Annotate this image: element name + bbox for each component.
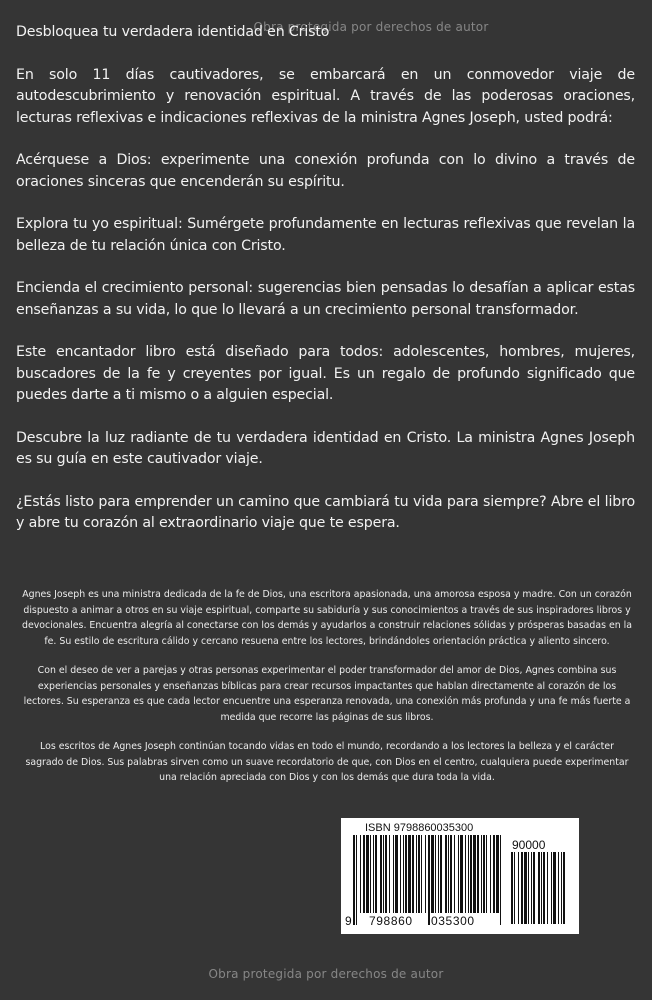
barcode-bar: [393, 835, 394, 913]
barcode-bar: [448, 835, 449, 913]
barcode-bar: [563, 852, 565, 924]
barcode-bar: [547, 852, 548, 924]
barcode-digits-right: 035300: [431, 914, 475, 928]
barcode-bar: [500, 835, 501, 925]
author-bio: [20, 587, 634, 800]
description-paragraph: Encienda el crecimiento personal: sugerencias bien pensadas lo desafían a aplicar estas enseñanzas a su vida, lo que lo llevará a un crecimiento personal transformador.: [16, 280, 635, 318]
watermark-top: Obra protegida por derechos de autor: [253, 20, 489, 34]
barcode-bar: [373, 835, 374, 913]
barcode-bar: [421, 835, 422, 913]
barcode-bar: [428, 835, 430, 925]
barcode-digit-first: 9: [345, 914, 353, 928]
barcode-bar: [553, 852, 556, 924]
barcode-bar: [558, 852, 559, 924]
barcode-bar: [431, 835, 434, 913]
barcode-bar: [468, 835, 469, 913]
description-paragraph: ¿Estás listo para emprender un camino que cambiará tu vida para siempre? Abre el libro y abre tu corazón al extraordinario viaje que te espera.: [16, 493, 635, 531]
barcode-bar: [561, 852, 562, 924]
barcode-digits-left: 798860: [369, 914, 413, 928]
barcode-bar: [366, 835, 369, 913]
barcode-addon-bars: [511, 852, 567, 924]
barcode-bar: [528, 852, 529, 924]
description-heading: Desbloquea tu verdadera identidad en Cristo: [16, 24, 330, 40]
bio-paragraph: Los escritos de Agnes Joseph continúan tocando vidas en todo el mundo, recordando a los lectores la belleza y el carácter sagrado de Dios. Sus palabras sirven como un suave recordatorio de que, con Dios en el centro, cualquiera puede experimentar una relación apreciada con Dios y con los demás que dura toda la vida.: [25, 741, 629, 783]
barcode-bar: [551, 852, 552, 924]
description-text: [16, 22, 635, 556]
barcode-bar: [400, 835, 401, 913]
barcode-bar: [412, 835, 414, 913]
barcode-bar: [416, 835, 417, 913]
barcode-bar: [514, 852, 515, 924]
bio-paragraph: Con el deseo de ver a parejas y otras personas experimentar el poder transformador del amor de Dios, Agnes combina sus experiencias personales y enseñanzas bíblicas para crear recursos impactantes que hablan directamente al corazón de los lectores. Su esperanza es que cada lector encuentre una esperanza renovada, una conexión más profunda y una fe más fuerte a medida que recorre las páginas de sus libros.: [23, 665, 631, 723]
barcode-bar: [511, 852, 513, 924]
barcode-bar: [375, 835, 377, 913]
isbn-barcode: [341, 818, 579, 934]
barcode-bar: [477, 835, 479, 913]
barcode-bar: [356, 835, 357, 925]
barcode-bar: [524, 852, 527, 924]
description-paragraph: Acérquese a Dios: experimente una conexión profunda con lo divino a través de oraciones sinceras que encenderán su espíritu.: [16, 152, 635, 190]
barcode-bar: [538, 852, 540, 924]
barcode-bar: [370, 835, 371, 913]
barcode-bar: [460, 835, 463, 913]
barcode-bar: [389, 835, 390, 913]
description-paragraph: En solo 11 días cautivadores, se embarcará en un conmovedor viaje de autodescubrimiento y renovación espiritual. A través de las poderosas oraciones, lecturas reflexivas e indicaciones reflexivas de la ministra Agnes Joseph, usted podrá:: [16, 66, 635, 126]
barcode-bar: [445, 835, 447, 913]
barcode-bar: [481, 835, 482, 913]
barcode-bar: [403, 835, 404, 913]
barcode-bar: [418, 835, 420, 913]
barcode-bar: [454, 835, 455, 913]
barcode-bar: [363, 835, 365, 913]
barcode-bar: [473, 835, 476, 913]
barcode-bar: [486, 835, 487, 913]
isbn-label: ISBN 9798860035300: [365, 822, 474, 834]
barcode-bar: [435, 835, 436, 913]
barcode-bar: [493, 835, 495, 913]
description-paragraph: Explora tu yo espiritual: Sumérgete profundamente en lecturas reflexivas que revelan la belleza de tu relación única con Cristo.: [16, 216, 635, 254]
watermark-bottom: Obra protegida por derechos de autor: [208, 967, 444, 981]
barcode-bar: [531, 852, 532, 924]
barcode-bar: [450, 835, 452, 913]
barcode-bar: [395, 835, 398, 913]
barcode-bar: [543, 852, 545, 924]
barcode-bar: [483, 835, 485, 913]
barcode-bar: [458, 835, 459, 913]
barcode-bar: [438, 835, 439, 913]
barcode-bar: [383, 835, 384, 913]
barcode-bar: [405, 835, 407, 913]
barcode-bar: [470, 835, 472, 913]
barcode-bar: [533, 852, 535, 924]
barcode-bar: [440, 835, 442, 913]
barcode-bar: [385, 835, 387, 913]
barcode-bar: [518, 852, 519, 924]
barcode-bar: [490, 835, 491, 913]
barcode-bar: [408, 835, 411, 913]
barcode-bar: [541, 852, 542, 924]
barcode-bar: [521, 852, 523, 924]
barcode-bar: [465, 835, 466, 913]
barcode-bar: [353, 835, 355, 925]
barcode-bar: [380, 835, 382, 913]
barcode-bar: [425, 835, 426, 913]
barcode-main-bars: [353, 835, 505, 925]
barcode-bar: [496, 835, 499, 913]
barcode-bar: [360, 835, 361, 913]
description-paragraph: Este encantador libro está diseñado para todos: adolescentes, hombres, mujeres, buscadores de la fe y creyentes por igual. Es un regalo de profundo significado que puedes darte a ti mismo o a alguien especial.: [16, 344, 635, 403]
price-code: 90000: [512, 838, 546, 852]
bio-paragraph: Agnes Joseph es una ministra dedicada de la fe de Dios, una escritora apasionada, una amorosa esposa y madre. Con un corazón dispuesto a animar a otros en su viaje espiritual, comparte su sabiduría y sus conocimientos a través de sus inspiradores libros y devocionales. Encuentra alegría al conectarse con los demás y ayudarlos a construir relaciones sólidas y prósperas basadas en la fe. Su estilo de escritura cálido y cercano resuena entre los lectores, brindándoles orientación práctica y aliento sincero.: [22, 589, 632, 647]
description-paragraph: Descubre la luz radiante de tu verdadera identidad en Cristo. La ministra Agnes Joseph es su guía en este cautivador viaje.: [16, 429, 635, 467]
